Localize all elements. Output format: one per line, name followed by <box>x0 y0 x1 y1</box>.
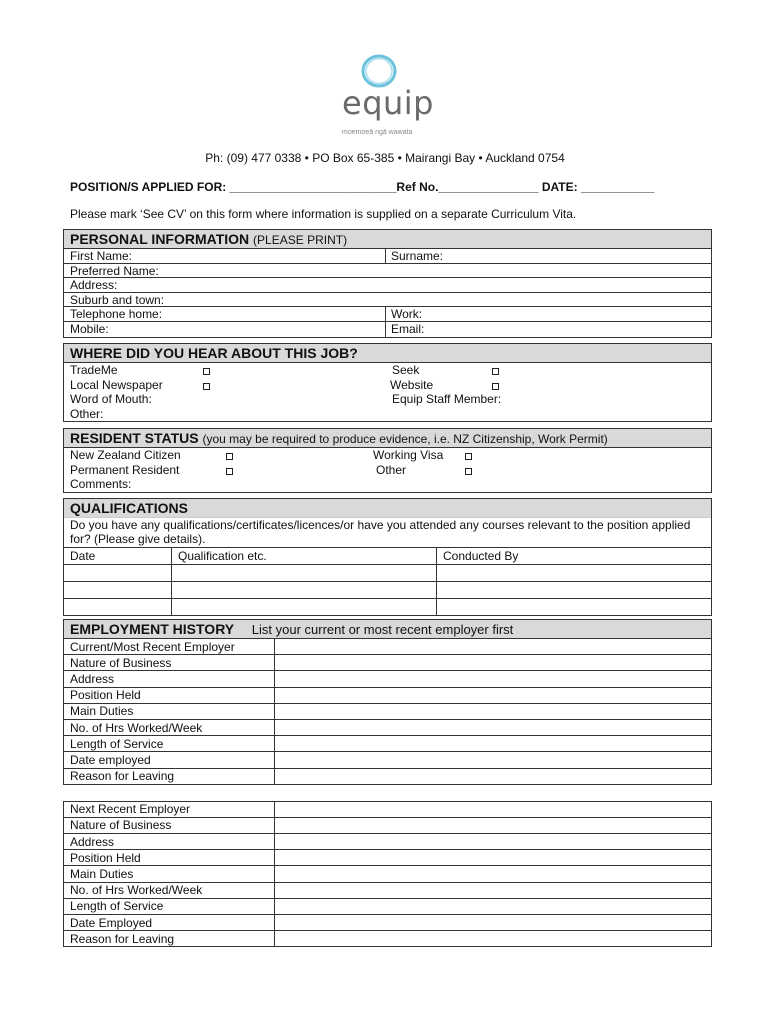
employment-field-label: Nature of Business <box>64 817 275 833</box>
employment-field-input[interactable] <box>275 752 712 768</box>
employment-field-label: Address <box>64 834 275 850</box>
word-of-mouth-option[interactable] <box>70 392 152 406</box>
table-header-row <box>64 548 711 565</box>
surname-label: Surname: <box>391 249 444 263</box>
section-header <box>64 344 711 363</box>
employment-field-input[interactable] <box>275 687 712 703</box>
comments-field[interactable] <box>70 477 131 491</box>
employment-field-label: Main Duties <box>64 703 275 719</box>
employment-field-label: Current/Most Recent Employer <box>64 639 275 655</box>
newspaper-label: Local Newspaper <box>70 377 163 392</box>
employment-field-input[interactable] <box>275 898 712 914</box>
resident-status-section <box>63 428 712 493</box>
section-title: QUALIFICATIONS <box>70 500 188 516</box>
employment-field-input[interactable] <box>275 850 712 866</box>
position-applied-line[interactable]: POSITION/S APPLIED FOR: _________________________Ref No._______________ DATE: ___________ <box>70 180 655 194</box>
telephone-home-label: Telephone home: <box>70 307 163 322</box>
employment-field-label: Nature of Business <box>64 655 275 671</box>
table-row[interactable] <box>64 639 712 655</box>
employment-field-input[interactable] <box>275 736 712 752</box>
nz-citizen-option[interactable] <box>70 448 181 462</box>
section-title: EMPLOYMENT HISTORY <box>70 621 234 637</box>
see-cv-note: Please mark ‘See CV’ on this form where information is supplied on a separate Curriculum Vita. <box>70 207 577 221</box>
trademe-checkbox[interactable] <box>203 368 210 375</box>
newspaper-option[interactable] <box>70 378 163 392</box>
qualifications-table <box>64 547 711 615</box>
staff-member-option[interactable] <box>392 392 501 406</box>
trademe-option[interactable] <box>70 363 118 377</box>
table-row[interactable] <box>64 736 712 752</box>
table-row[interactable] <box>64 768 712 784</box>
employment-field-input[interactable] <box>275 719 712 735</box>
newspaper-checkbox[interactable] <box>203 383 210 390</box>
nz-citizen-checkbox[interactable] <box>226 453 233 460</box>
table-row[interactable] <box>64 752 712 768</box>
website-label: Website <box>390 377 434 392</box>
employment-field-input[interactable] <box>275 866 712 882</box>
employment-history-section <box>63 619 712 947</box>
table-row[interactable] <box>64 898 712 914</box>
staff-member-label: Equip Staff Member: <box>392 392 502 406</box>
seek-option[interactable] <box>392 363 419 377</box>
employment-field-input[interactable] <box>275 882 712 898</box>
current-employer-table <box>63 638 712 785</box>
address-label: Address: <box>70 278 118 293</box>
table-row[interactable] <box>64 687 712 703</box>
section-subtitle: (you may be required to produce evidence, i.e. NZ Citizenship, Work Permit) <box>202 432 608 446</box>
table-row[interactable] <box>64 850 712 866</box>
logo-tagline: moemoeā ngā wawata <box>342 129 413 136</box>
other-status-label: Other <box>376 462 407 477</box>
table-row[interactable] <box>64 817 712 833</box>
column-header: Date <box>64 548 172 565</box>
work-phone-label: Work: <box>391 307 423 322</box>
section-title: WHERE DID YOU HEAR ABOUT THIS JOB? <box>70 345 358 361</box>
table-row[interactable] <box>64 565 711 582</box>
table-row[interactable] <box>64 703 712 719</box>
employment-field-input[interactable] <box>275 817 712 833</box>
table-row[interactable] <box>64 671 712 687</box>
other-source-label: Other: <box>70 406 104 421</box>
employment-field-input[interactable] <box>275 834 712 850</box>
other-status-checkbox[interactable] <box>465 468 472 475</box>
table-row[interactable] <box>64 801 712 817</box>
next-employer-table <box>63 801 712 948</box>
seek-checkbox[interactable] <box>492 368 499 375</box>
other-status-option[interactable] <box>376 463 406 477</box>
job-source-section <box>63 343 712 422</box>
seek-label: Seek <box>392 363 420 377</box>
working-visa-checkbox[interactable] <box>465 453 472 460</box>
address-row[interactable] <box>64 278 711 293</box>
employment-field-label: Main Duties <box>64 866 275 882</box>
section-title: PERSONAL INFORMATION <box>70 231 250 247</box>
employment-field-input[interactable] <box>275 703 712 719</box>
employment-field-label: Position Held <box>64 687 275 703</box>
employment-field-input[interactable] <box>275 931 712 947</box>
employment-field-label: Date Employed <box>64 915 275 931</box>
table-row[interactable] <box>64 931 712 947</box>
employment-field-label: Length of Service <box>64 898 275 914</box>
employment-field-input[interactable] <box>275 639 712 655</box>
permanent-resident-option[interactable] <box>70 463 179 477</box>
nz-citizen-label: New Zealand Citizen <box>70 448 181 462</box>
table-row[interactable] <box>64 915 712 931</box>
employment-field-input[interactable] <box>275 671 712 687</box>
employment-field-label: Length of Service <box>64 736 275 752</box>
section-header <box>64 429 711 448</box>
employment-field-input[interactable] <box>275 801 712 817</box>
employment-field-label: No. of Hrs Worked/Week <box>64 882 275 898</box>
employment-field-label: Reason for Leaving <box>64 768 275 784</box>
table-row[interactable] <box>64 834 712 850</box>
section-header <box>64 499 711 517</box>
table-row[interactable] <box>64 866 712 882</box>
permanent-resident-label: Permanent Resident <box>70 462 180 477</box>
email-label: Email: <box>391 321 425 336</box>
permanent-resident-checkbox[interactable] <box>226 468 233 475</box>
mobile-label: Mobile: <box>70 321 109 336</box>
preferred-name-row[interactable] <box>64 264 711 279</box>
equip-logo <box>330 52 440 142</box>
working-visa-option[interactable] <box>373 448 443 462</box>
website-option[interactable] <box>390 378 433 392</box>
section-header <box>63 619 712 639</box>
table-row[interactable] <box>64 719 712 735</box>
employment-field-label: No. of Hrs Worked/Week <box>64 719 275 735</box>
website-checkbox[interactable] <box>492 383 499 390</box>
section-header <box>64 230 711 249</box>
section-subtitle: List your current or most recent employer first <box>251 622 514 637</box>
section-title: RESIDENT STATUS <box>70 430 199 446</box>
other-source-option[interactable] <box>70 407 103 421</box>
column-header: Conducted By <box>437 548 712 565</box>
employment-field-label: Date employed <box>64 752 275 768</box>
comments-label: Comments: <box>70 477 132 491</box>
qualifications-question: Do you have any qualifications/certificates/licences/or have you attended any courses relevant to the position applied for? (Please give details). <box>64 517 711 547</box>
working-visa-label: Working Visa <box>373 448 444 462</box>
table-row[interactable] <box>64 582 711 599</box>
mobile-row[interactable] <box>64 322 711 337</box>
telephone-row[interactable] <box>64 307 711 322</box>
employment-field-label: Position Held <box>64 850 275 866</box>
employment-field-label: Reason for Leaving <box>64 931 275 947</box>
section-subtitle: (PLEASE PRINT) <box>253 233 348 247</box>
preferred-name-label: Preferred Name: <box>70 263 159 278</box>
contact-line: Ph: (09) 477 0338 • PO Box 65-385 • Mairangi Bay • Auckland 0754 <box>205 151 565 165</box>
table-row[interactable] <box>64 655 712 671</box>
column-header: Qualification etc. <box>172 548 437 565</box>
word-of-mouth-label: Word of Mouth: <box>70 392 152 406</box>
table-row[interactable] <box>64 599 711 616</box>
employment-field-input[interactable] <box>275 768 712 784</box>
employment-field-label: Next Recent Employer <box>64 801 275 817</box>
trademe-label: TradeMe <box>70 363 118 377</box>
first-name-label: First Name: <box>70 249 133 263</box>
logo-wordmark: equip <box>342 84 434 122</box>
employment-field-label: Address <box>64 671 275 687</box>
employment-field-input[interactable] <box>275 655 712 671</box>
qualifications-section <box>63 498 712 616</box>
first-name-row[interactable] <box>64 249 711 264</box>
table-row[interactable] <box>64 882 712 898</box>
personal-information-section <box>63 229 712 338</box>
suburb-row[interactable] <box>64 293 711 308</box>
employment-field-input[interactable] <box>275 915 712 931</box>
suburb-label: Suburb and town: <box>70 292 165 307</box>
